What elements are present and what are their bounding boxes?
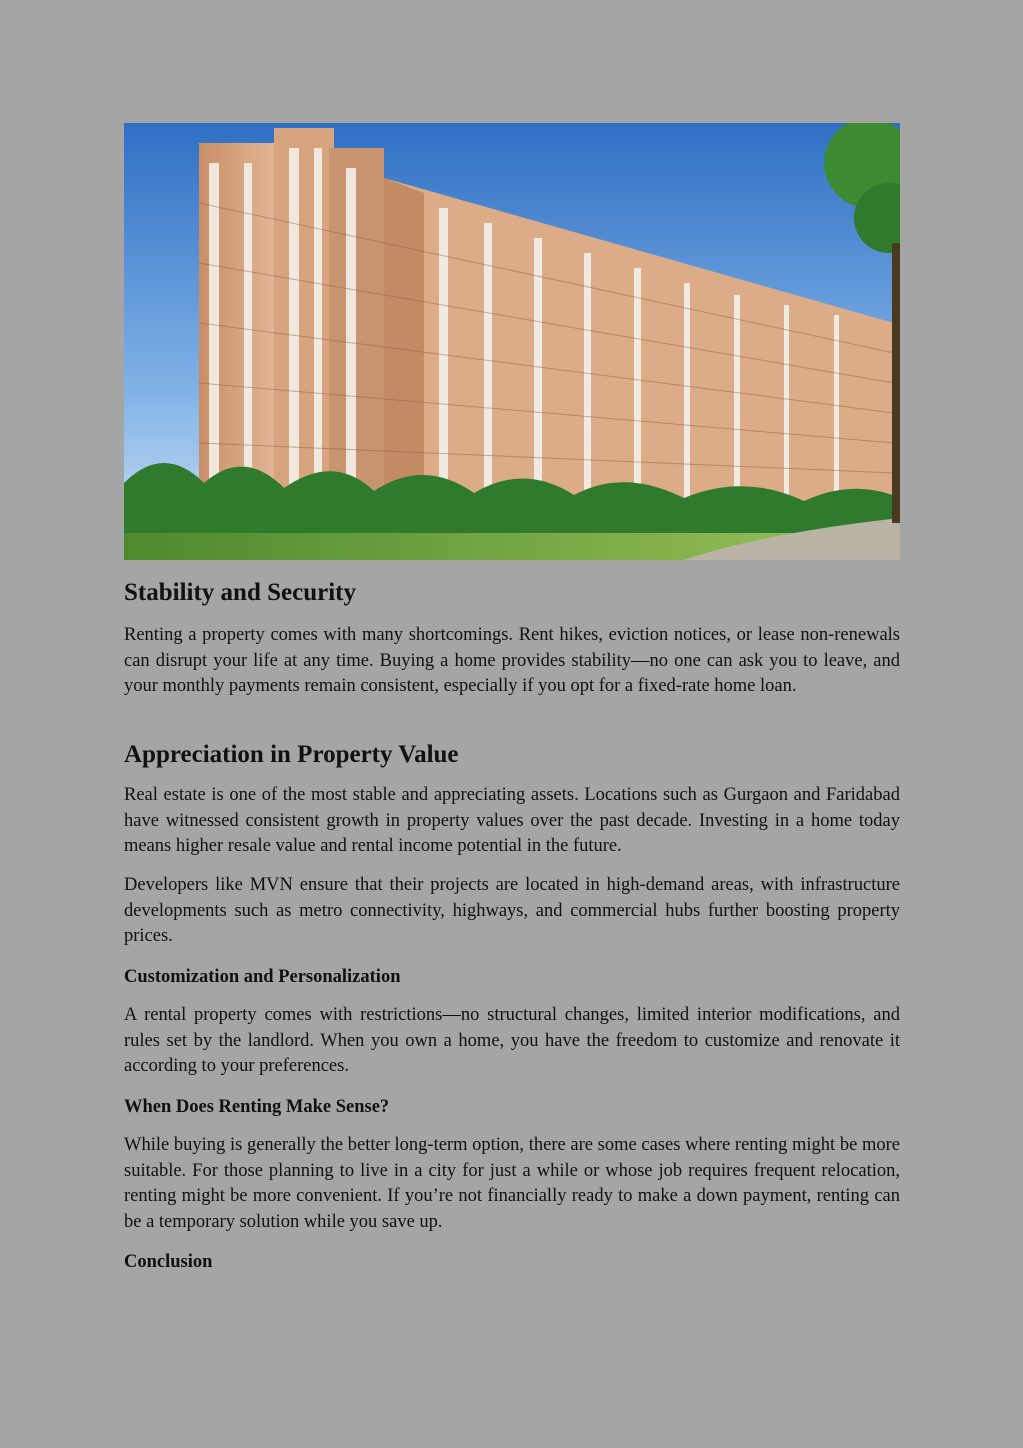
appreciation-heading: Appreciation in Property Value bbox=[124, 741, 459, 768]
stability-heading: Stability and Security bbox=[124, 579, 356, 606]
document-page bbox=[124, 123, 900, 1272]
appreciation-paragraph-1: Real estate is one of the most stable and appreciating assets. Locations such as Gurgaon and Faridabad have witnessed consistent growth in property values over the past decade. Investing in a home today means higher resale value and rental income potential in the future. bbox=[124, 785, 900, 856]
conclusion-heading: Conclusion bbox=[124, 1252, 213, 1272]
stability-paragraph: Renting a property comes with many shortcomings. Rent hikes, eviction notices, or lease non-renewals can disrupt your life at any time. Buying a home provides stability—no one can ask you to leave, and your monthly payments remain consistent, especially if you opt for a fixed-rate home loan. bbox=[124, 625, 900, 696]
apartment-towers-image bbox=[124, 123, 900, 560]
renting-paragraph: While buying is generally the better long-term option, there are some cases where renting might be more suitable. For those planning to live in a city for just a while or whose job requires frequent relocation, renting might be more convenient. If you’re not financially ready to make a down payment, renting can be a temporary solution while you save up. bbox=[124, 1135, 900, 1232]
customization-heading: Customization and Personalization bbox=[124, 967, 401, 987]
appreciation-paragraph-2: Developers like MVN ensure that their projects are located in high-demand areas, with infrastructure developments such as metro connectivity, highways, and commercial hubs further boosting property prices. bbox=[124, 875, 900, 946]
renting-heading: When Does Renting Make Sense? bbox=[124, 1097, 390, 1117]
customization-paragraph: A rental property comes with restrictions—no structural changes, limited interior modifications, and rules set by the landlord. When you own a home, you have the freedom to customize and renovate it according to your preferences. bbox=[124, 1005, 900, 1076]
